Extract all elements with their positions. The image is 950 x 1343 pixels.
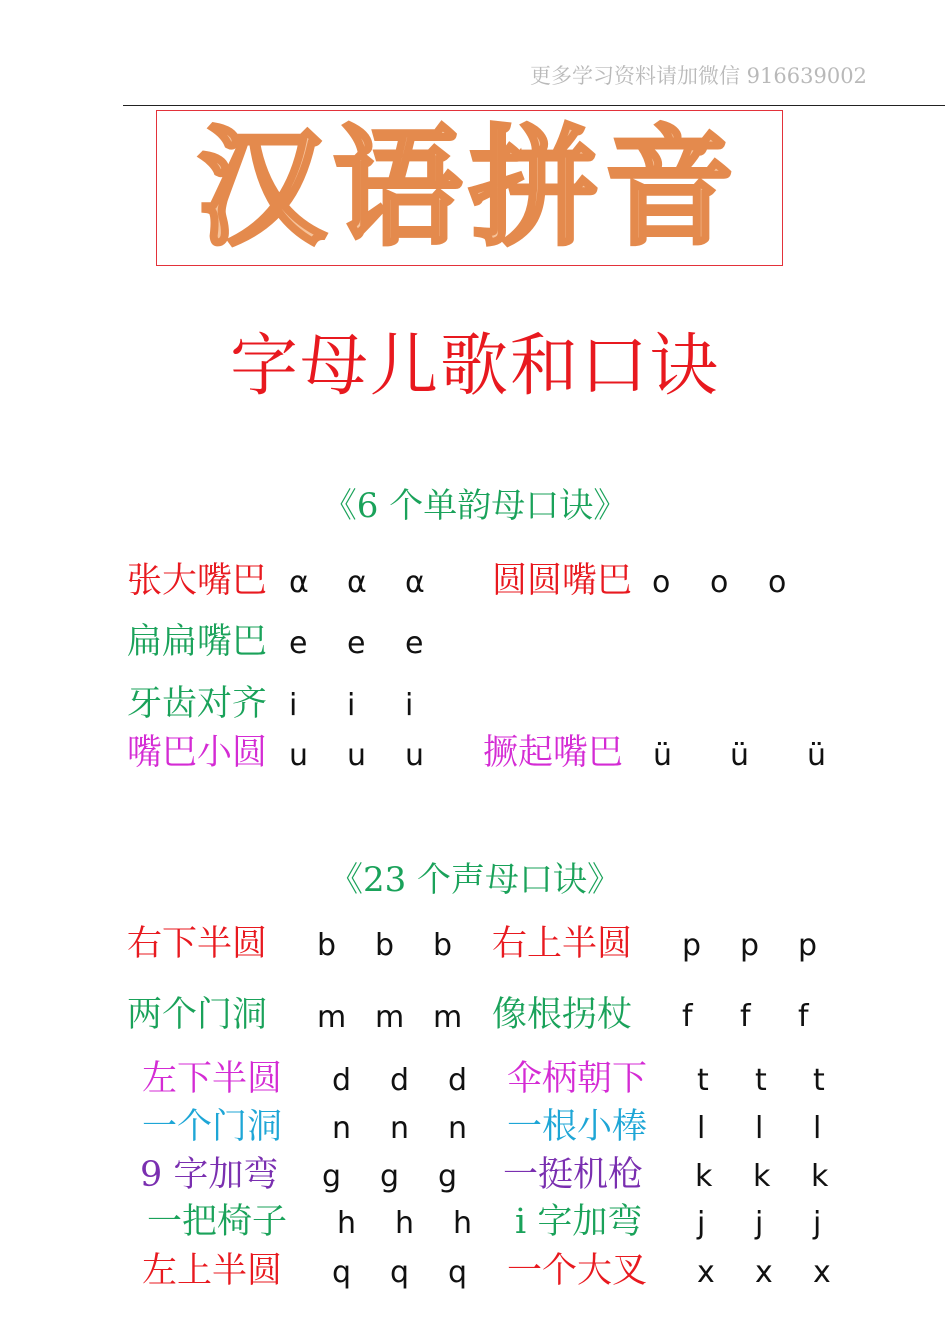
initial-phrase-d: 左下半圆 <box>142 1059 283 1099</box>
vowel-phrase-e: 扁扁嘴巴 <box>127 622 268 662</box>
letter: h <box>337 1206 357 1241</box>
header-rule <box>123 105 945 106</box>
letter: g <box>322 1159 342 1194</box>
letter: α <box>405 565 425 600</box>
initial-phrase-q: 左上半圆 <box>142 1251 283 1291</box>
vowel-letters-a <box>289 565 463 601</box>
letter: d <box>390 1063 410 1098</box>
letter: u <box>347 738 367 773</box>
letter: k <box>811 1159 829 1194</box>
vowel-letters-u <box>289 738 463 774</box>
letter: i <box>405 688 414 723</box>
letter: h <box>453 1206 473 1241</box>
vowels-heading: 《6 个单韵母口诀》 <box>322 486 628 526</box>
letter: g <box>438 1159 458 1194</box>
letter: x <box>813 1255 831 1290</box>
letter: f <box>740 999 751 1034</box>
letter: i <box>347 688 356 723</box>
initial-phrase-g: 9 字加弯 <box>140 1155 279 1195</box>
initial-letters-n <box>332 1111 506 1147</box>
letter: u <box>289 738 309 773</box>
initial-phrase-j: i 字加弯 <box>515 1202 643 1242</box>
letter: e <box>405 626 424 661</box>
initial-phrase-t: 伞柄朝下 <box>507 1059 648 1099</box>
letter: n <box>332 1111 352 1146</box>
vowel-letters-e <box>289 626 463 662</box>
letter: ü <box>807 738 827 773</box>
vowel-phrase-v: 撅起嘴巴 <box>483 733 624 773</box>
letter: q <box>390 1255 410 1290</box>
initial-letters-m <box>317 1000 491 1036</box>
vowel-letters-i <box>289 688 463 724</box>
vowel-phrase-i: 牙齿对齐 <box>127 684 268 724</box>
letter: e <box>289 626 308 661</box>
letter: p <box>798 928 818 963</box>
initial-phrase-x: 一个大叉 <box>507 1251 648 1291</box>
letter: m <box>317 1000 347 1035</box>
letter: o <box>710 565 729 600</box>
initial-phrase-l: 一根小棒 <box>507 1107 648 1147</box>
letter: α <box>289 565 309 600</box>
letter: h <box>395 1206 415 1241</box>
letter: ü <box>653 738 673 773</box>
letter: g <box>380 1159 400 1194</box>
letter: b <box>375 928 395 963</box>
letter: d <box>448 1063 468 1098</box>
initial-letters-b <box>317 928 491 964</box>
initial-letters-x <box>697 1255 871 1291</box>
vowel-phrase-u: 嘴巴小圆 <box>127 733 268 773</box>
letter: b <box>433 928 453 963</box>
initial-phrase-f: 像根拐杖 <box>492 995 633 1035</box>
letter: f <box>682 999 693 1034</box>
letter: ü <box>730 738 750 773</box>
initials-heading: 《23 个声母口诀》 <box>328 860 622 900</box>
letter: n <box>390 1111 410 1146</box>
initial-phrase-m: 两个门洞 <box>127 995 268 1035</box>
letter: o <box>768 565 787 600</box>
letter: i <box>289 688 298 723</box>
initial-letters-q <box>332 1255 506 1291</box>
letter: t <box>813 1063 825 1098</box>
letter: l <box>813 1111 822 1146</box>
letter: u <box>405 738 425 773</box>
letter: b <box>317 928 337 963</box>
letter: k <box>753 1159 771 1194</box>
initial-letters-l <box>697 1111 871 1147</box>
letter: q <box>332 1255 352 1290</box>
initial-letters-j <box>697 1206 871 1242</box>
letter: m <box>433 1000 463 1035</box>
title-box <box>156 110 783 266</box>
letter: t <box>697 1063 709 1098</box>
page-title: 汉语拼音 <box>197 113 742 263</box>
letter: j <box>755 1206 764 1241</box>
initial-letters-f <box>682 999 856 1035</box>
letter: n <box>448 1111 468 1146</box>
initial-letters-t <box>697 1063 871 1099</box>
letter: α <box>347 565 367 600</box>
letter: d <box>332 1063 352 1098</box>
initial-phrase-k: 一挺机枪 <box>503 1155 644 1195</box>
letter: k <box>695 1159 713 1194</box>
initial-letters-g <box>322 1159 496 1195</box>
letter: x <box>755 1255 773 1290</box>
letter: q <box>448 1255 468 1290</box>
initial-letters-h <box>337 1206 511 1242</box>
vowel-phrase-o: 圆圆嘴巴 <box>492 561 633 601</box>
letter: t <box>755 1063 767 1098</box>
initial-letters-p <box>682 928 856 964</box>
vowel-letters-v <box>653 738 865 774</box>
letter: m <box>375 1000 405 1035</box>
letter: j <box>813 1206 822 1241</box>
vowel-letters-o <box>652 565 826 601</box>
letter: l <box>697 1111 706 1146</box>
letter: x <box>697 1255 715 1290</box>
initial-letters-d <box>332 1063 506 1099</box>
letter: j <box>697 1206 706 1241</box>
letter: e <box>347 626 366 661</box>
letter: l <box>755 1111 764 1146</box>
initial-phrase-h: 一把椅子 <box>147 1202 288 1242</box>
vowel-phrase-a: 张大嘴巴 <box>127 561 268 601</box>
initial-phrase-b: 右下半圆 <box>127 924 268 964</box>
letter: o <box>652 565 671 600</box>
initial-phrase-p: 右上半圆 <box>492 924 633 964</box>
letter: f <box>798 999 809 1034</box>
page-subtitle: 字母儿歌和口诀 <box>229 327 720 406</box>
initial-letters-k <box>695 1159 869 1195</box>
letter: p <box>740 928 760 963</box>
initial-phrase-n: 一个门洞 <box>142 1107 283 1147</box>
letter: p <box>682 928 702 963</box>
watermark-text: 更多学习资料请加微信 916639002 <box>530 64 867 88</box>
